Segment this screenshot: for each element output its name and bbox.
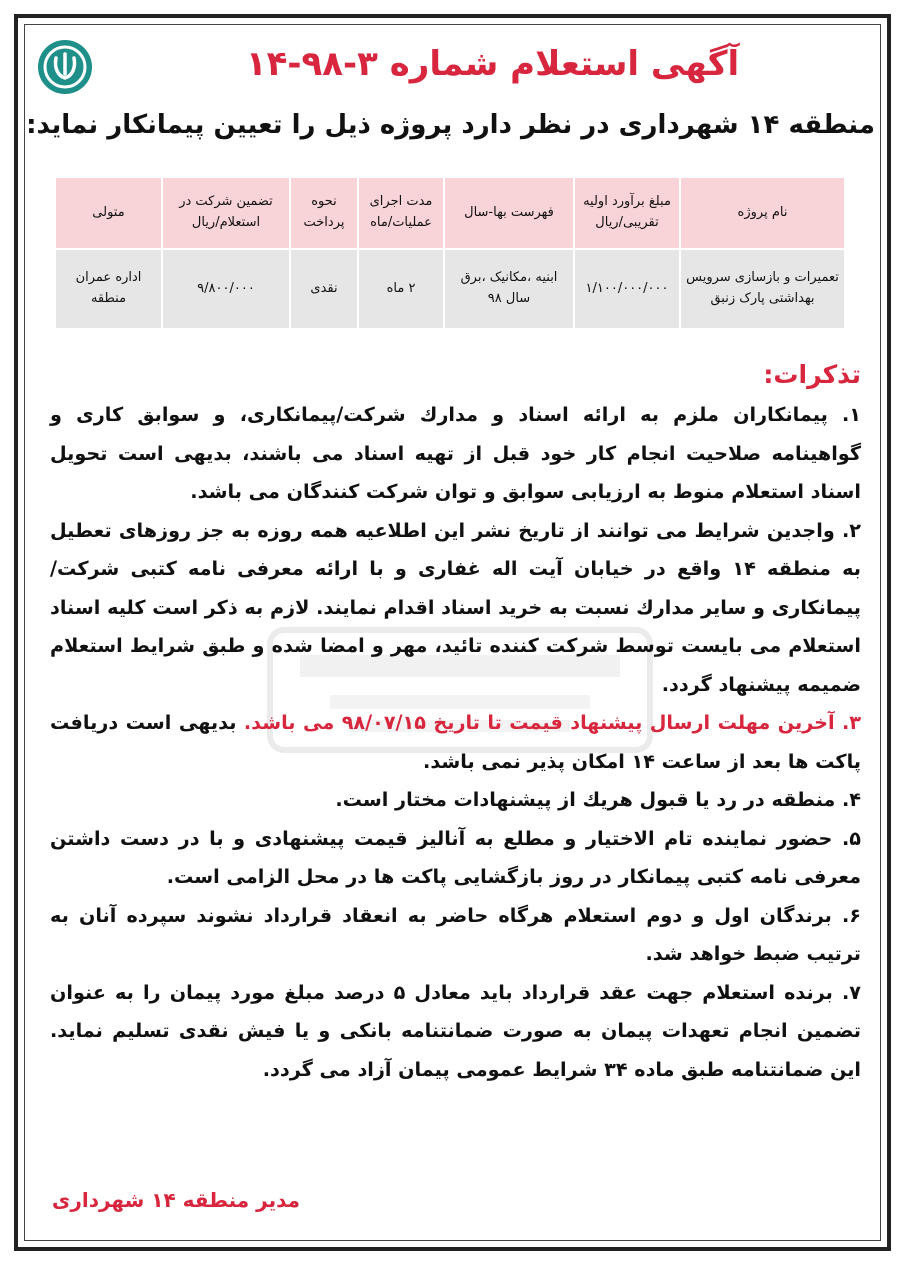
note-item: ۵. حضور نماینده تام الاختیار و مطلع به آنالیز قیمت پیشنهادی و با در دست داشتن معرفی نامه کتبی پیمانکار در روز بازگشایی پاکت ها در محل الزامی است. (50, 826, 861, 888)
cell-duration: ۲ ماه (358, 249, 444, 329)
signature: مدیر منطقه ۱۴ شهرداری (52, 1188, 301, 1212)
note-item-deadline (50, 704, 861, 781)
deadline-rest: بدیهی است دریافت پاکت ها بعد از ساعت ۱۴ امکان پذیر نمی باشد. (50, 711, 861, 773)
notice-title: آگهی استعلام شماره ۳-۹۸-۱۴ (245, 44, 740, 84)
header-guarantee: تضمین شرکت در استعلام/ریال (162, 177, 290, 249)
header-estimate: مبلغ برآورد اولیه تقریبی/ریال (574, 177, 680, 249)
table-header-row (55, 177, 845, 249)
header-duration: مدت اجرای عملیات/ماه (358, 177, 444, 249)
municipality-logo-icon (36, 38, 94, 96)
note-item: ۷. برنده استعلام جهت عقد قرارداد باید معادل ۵ درصد مبلغ مورد پیمان را به عنوان تضمین انجام تعهدات پیمان به صورت ضمانتنامه بانکی و یا فیش نقدی تسلیم نماید. این ضمانتنامه طبق ماده ۳۴ شرایط عمومی پیمان آزاد می گردد. (50, 980, 861, 1081)
notes-list (50, 396, 861, 1089)
header-payment-method: نحوه پرداخت (290, 177, 358, 249)
project-table (54, 176, 846, 330)
notice-subtitle: منطقه ۱۴ شهرداری در نظر دارد پروژه ذیل را تعیین پیمانکار نماید: (26, 110, 875, 140)
header-custodian: متولی (55, 177, 162, 249)
cell-price-list: ابنیه ،مکانیک ،برق سال ۹۸ (444, 249, 574, 329)
header-project-name: نام پروژه (680, 177, 845, 249)
deadline-text: ۳. آخرین مهلت ارسال پیشنهاد قیمت تا تاریخ ۹۸/۰۷/۱۵ می باشد. (243, 711, 861, 734)
note-item: ۶. برندگان اول و دوم استعلام هرگاه حاضر به انعقاد قرارداد نشوند سپرده آنان به ترتیب ضبط خواهد شد. (50, 903, 861, 965)
note-item: ۱. پیمانکاران ملزم به ارائه اسناد و مدارك شرکت/پیمانکاری، و سوابق کاری و گواهینامه صلاحیت انجام کار خود قبل از تهیه اسناد می باشند، بدیهی است تحویل اسناد استعلام منوط به ارزیابی سوابق و توان شرکت کنندگان می باشد. (50, 403, 861, 503)
cell-payment-method: نقدی (290, 249, 358, 329)
note-item: ۲. واجدین شرایط می توانند از تاریخ نشر این اطلاعیه همه روزه به جز روزهای تعطیل به منطقه ۱۴ واقع در خیابان آیت اله غفاری و با ارائه معرفی نامه کتبی شرکت/پیمانکاری و سایر مدارك نسبت به خرید اسناد اقدام نمایند. لازم به ذکر است کلیه اسناد استعلام می بایست توسط شرکت کننده تائید، مهر و امضا شده و طبق شرایط استعلام ضمیمه پیشنهاد گردد. (50, 518, 861, 696)
table-row (55, 249, 845, 329)
cell-guarantee: ۹/۸۰۰/۰۰۰ (162, 249, 290, 329)
header-price-list: فهرست بها-سال (444, 177, 574, 249)
note-item: ۴. منطقه در رد یا قبول هریك از پیشنهادات مختار است. (335, 788, 861, 811)
cell-custodian: اداره عمران منطقه (55, 249, 162, 329)
cell-project-name: تعمیرات و بازسازی سرویس بهداشتی پارک زنبق (680, 249, 845, 329)
cell-estimate: ۱/۱۰۰/۰۰۰/۰۰۰ (574, 249, 680, 329)
notes-heading: تذکرات: (763, 360, 861, 389)
